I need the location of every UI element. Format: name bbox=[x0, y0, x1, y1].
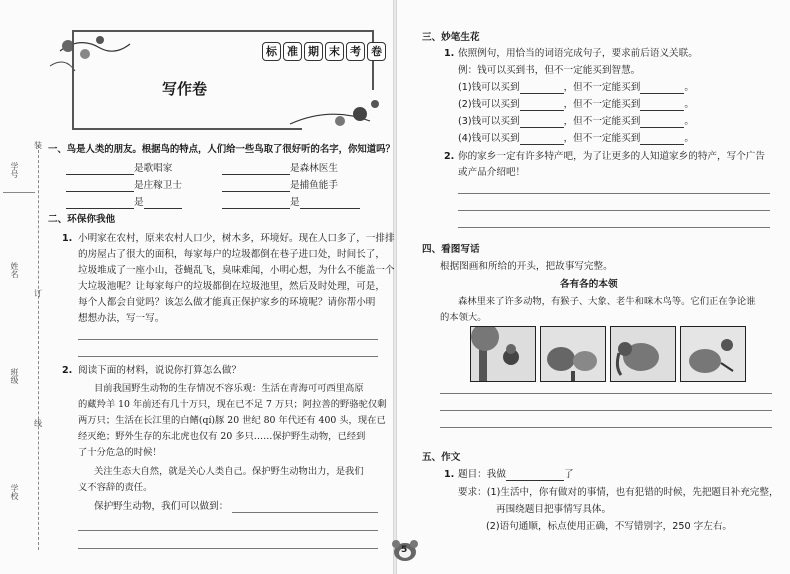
q1-line: 每个人都会自觉吗？该怎么做才能真正保护家乡的环境呢？请你帮小明 bbox=[78, 297, 376, 308]
answer-blank[interactable] bbox=[300, 198, 360, 209]
q1-line: 大垃圾池呢？让每家每户的垃圾都倒在垃圾池里，然后及时处理，可是， bbox=[78, 281, 385, 292]
student-id-label: 学号 bbox=[10, 162, 19, 178]
class-label: 班级 bbox=[10, 368, 19, 384]
answer-line[interactable] bbox=[78, 339, 378, 340]
essay-title-label: 题目：我做 bbox=[458, 469, 506, 480]
q2-number: 2. bbox=[62, 365, 73, 376]
answer-line[interactable] bbox=[440, 393, 772, 394]
but-text: ，但不一定能买到 bbox=[563, 82, 641, 93]
q1-number: 1. bbox=[62, 233, 73, 244]
page-number: 5 bbox=[401, 545, 408, 555]
bird-name-text: 是捕鱼能手 bbox=[290, 180, 338, 191]
answer-blank[interactable] bbox=[222, 181, 290, 192]
answer-blank[interactable] bbox=[520, 134, 564, 145]
id-fill-line bbox=[3, 192, 35, 193]
comic-panel-1 bbox=[470, 326, 536, 382]
header-frame-bottom bbox=[72, 128, 302, 130]
answer-blank[interactable] bbox=[66, 164, 134, 175]
fill-item-label: (4)钱可以买到 bbox=[458, 133, 520, 144]
header-frame-top bbox=[72, 30, 374, 32]
fill-item-4: (4)钱可以买到 ，但不一定能买到 。 bbox=[458, 133, 694, 144]
binding-mark-ding: 订 bbox=[34, 289, 42, 298]
q1-line: 想想办法，写一写。 bbox=[78, 313, 165, 324]
bird-row-2-right bbox=[222, 179, 338, 192]
fill-item-label: (3)钱可以买到 bbox=[458, 116, 520, 127]
bird-row-1-left bbox=[66, 162, 172, 175]
bird-name-text: 是森林医生 bbox=[290, 163, 338, 174]
essay-requirement: (2)语句通顺，标点使用正确，不写错别字，250 字左右。 bbox=[486, 521, 733, 532]
binding-dashed-line bbox=[38, 145, 39, 550]
essay-title-blank[interactable] bbox=[506, 470, 564, 481]
s3-q1-number: 1. bbox=[444, 48, 455, 59]
school-label: 学校 bbox=[10, 484, 19, 500]
exam-badge bbox=[262, 40, 388, 61]
q1-line: 垃圾堆成了一座小山，苍蝇乱飞，臭味难闻，小明心想，为什么不能盖一个 bbox=[78, 265, 395, 276]
answer-blank[interactable] bbox=[66, 181, 134, 192]
bird-row-3-right bbox=[222, 196, 360, 209]
bird-name-text: 是 bbox=[290, 197, 300, 208]
section1-heading: 一、鸟是人类的朋友。根据鸟的特点，人们给一些鸟取了很好听的名字，你知道吗？ bbox=[48, 144, 395, 155]
bird-row-1-right bbox=[222, 162, 338, 175]
passage-line: 义不容辞的责任。 bbox=[78, 482, 153, 493]
q1-line: 小明家在农村，原来农村人口少，树木多，环境好。现在人口多了，一排排 bbox=[78, 233, 395, 244]
bird-name-text: 是庄稼卫士 bbox=[134, 180, 182, 191]
woodpecker-illustration bbox=[681, 327, 745, 381]
essay-title-suffix: 了 bbox=[563, 469, 574, 480]
answer-line[interactable] bbox=[78, 548, 378, 549]
header-frame-left bbox=[72, 30, 74, 130]
but-text: ，但不一定能买到 bbox=[563, 116, 641, 127]
but-text: ，但不一定能买到 bbox=[563, 99, 641, 110]
passage-line: 两万只；生活在长江里的白鳍(qí)豚 20 世纪 80 年代还有 400 头，现在已 bbox=[78, 415, 386, 426]
comic-panel-2 bbox=[540, 326, 606, 382]
passage-line: 关注生态大自然，就是关心人类自己。保护野生动物出力，是我们 bbox=[94, 466, 364, 477]
answer-line[interactable] bbox=[232, 512, 378, 513]
answer-blank[interactable] bbox=[222, 164, 290, 175]
section5-heading: 五、作文 bbox=[422, 452, 461, 463]
answer-line[interactable] bbox=[458, 227, 770, 228]
badge-char: 末 bbox=[325, 42, 344, 61]
s3-q2-number: 2. bbox=[444, 151, 455, 162]
answer-blank[interactable] bbox=[66, 198, 134, 209]
elephant-illustration bbox=[611, 327, 675, 381]
story-title: 各有各的本领 bbox=[560, 279, 618, 290]
animals-illustration bbox=[541, 327, 605, 381]
fill-item-label: (1)钱可以买到 bbox=[458, 82, 520, 93]
fill-item-3: (3)钱可以买到 ，但不一定能买到 。 bbox=[458, 116, 694, 127]
essay-title-line bbox=[458, 468, 574, 481]
passage-line: 目前我国野生动物的生存情况不容乐观：生活在青海可可西里高原 bbox=[94, 383, 364, 394]
fill-item-1: (1)钱可以买到 ，但不一定能买到 。 bbox=[458, 82, 694, 93]
fill-item-2: (2)钱可以买到 ，但不一定能买到 。 bbox=[458, 99, 694, 110]
story-opening-line: 的本领大。 bbox=[440, 312, 487, 323]
badge-char: 标 bbox=[262, 42, 281, 61]
q2-lead: 保护野生动物，我们可以做到： bbox=[94, 501, 229, 512]
bird-row-2-left bbox=[66, 179, 182, 192]
essay-requirement: 再围绕题目把事情写具体。 bbox=[496, 504, 612, 515]
answer-line[interactable] bbox=[440, 410, 772, 411]
name-label: 姓名 bbox=[10, 262, 19, 278]
bird-name-text: 是 bbox=[134, 197, 144, 208]
badge-char: 考 bbox=[346, 42, 365, 61]
section4-heading: 四、看图写话 bbox=[422, 244, 480, 255]
s3-q2-line: 你的家乡一定有许多特产吧，为了让更多的人知道家乡的特产，写个广告 bbox=[458, 151, 765, 162]
passage-line: 经灭绝；野外生存的东北虎也仅有 20 多只……保护野生动物，已经到 bbox=[78, 431, 366, 442]
q1-line: 的房屋占了很大的面积，每家每户的垃圾都倒在巷子进口处，时间长了， bbox=[78, 249, 385, 260]
fill-item-label: (2)钱可以买到 bbox=[458, 99, 520, 110]
answer-blank[interactable] bbox=[520, 100, 564, 111]
s5-q-number: 1. bbox=[444, 469, 455, 480]
but-text: ，但不一定能买到 bbox=[563, 133, 641, 144]
answer-blank[interactable] bbox=[222, 198, 290, 209]
answer-blank[interactable] bbox=[520, 117, 564, 128]
answer-blank[interactable] bbox=[640, 83, 684, 94]
section2-heading: 二、环保你我他 bbox=[48, 214, 116, 225]
page-title: 写作卷 bbox=[162, 80, 208, 98]
badge-char: 期 bbox=[304, 42, 323, 61]
comic-panel-3 bbox=[610, 326, 676, 382]
comic-panel-4 bbox=[680, 326, 746, 382]
answer-line[interactable] bbox=[458, 210, 770, 211]
answer-line[interactable] bbox=[78, 530, 378, 531]
essay-requirement: 要求：(1)生活中，你有做对的事情，也有犯错的时候，先把题目补充完整， bbox=[458, 487, 779, 498]
binding-mark-xian: 线 bbox=[34, 419, 42, 428]
s3-q2-line: 或产品介绍吧！ bbox=[458, 167, 526, 178]
answer-blank[interactable] bbox=[640, 134, 684, 145]
answer-line[interactable] bbox=[78, 356, 378, 357]
answer-line[interactable] bbox=[440, 427, 772, 428]
section3-heading: 三、妙笔生花 bbox=[422, 32, 480, 43]
answer-blank[interactable] bbox=[640, 117, 684, 128]
s3-q1-line: 例：钱可以买到书，但不一定能买到智慧。 bbox=[458, 65, 641, 76]
s3-q1-line: 依照例句，用恰当的词语完成句子，要求前后语义关联。 bbox=[458, 48, 698, 59]
answer-line[interactable] bbox=[458, 193, 770, 194]
section4-intro: 根据图画和所给的开头，把故事写完整。 bbox=[440, 261, 613, 272]
answer-blank[interactable] bbox=[520, 83, 564, 94]
story-opening-line: 森林里来了许多动物，有猴子、大象、老牛和咪木鸟等。它们正在争论谁 bbox=[458, 296, 756, 307]
monkey-tree-illustration bbox=[471, 327, 535, 381]
binding-mark-zhuang: 装 bbox=[34, 141, 42, 150]
bird-row-3-left bbox=[66, 196, 182, 209]
bird-name-text: 是歌唱家 bbox=[134, 163, 173, 174]
badge-char: 卷 bbox=[367, 42, 386, 61]
badge-char: 准 bbox=[283, 42, 302, 61]
passage-line: 了十分危急的时候！ bbox=[78, 447, 162, 458]
answer-blank[interactable] bbox=[144, 198, 182, 209]
q2-prompt: 阅读下面的材料，说说你打算怎么做？ bbox=[78, 365, 242, 376]
passage-line: 的藏羚羊 10 年前还有几十万只，现在已不足 7 万只；阿拉善的野骆驼仅剩 bbox=[78, 399, 387, 410]
answer-blank[interactable] bbox=[640, 100, 684, 111]
